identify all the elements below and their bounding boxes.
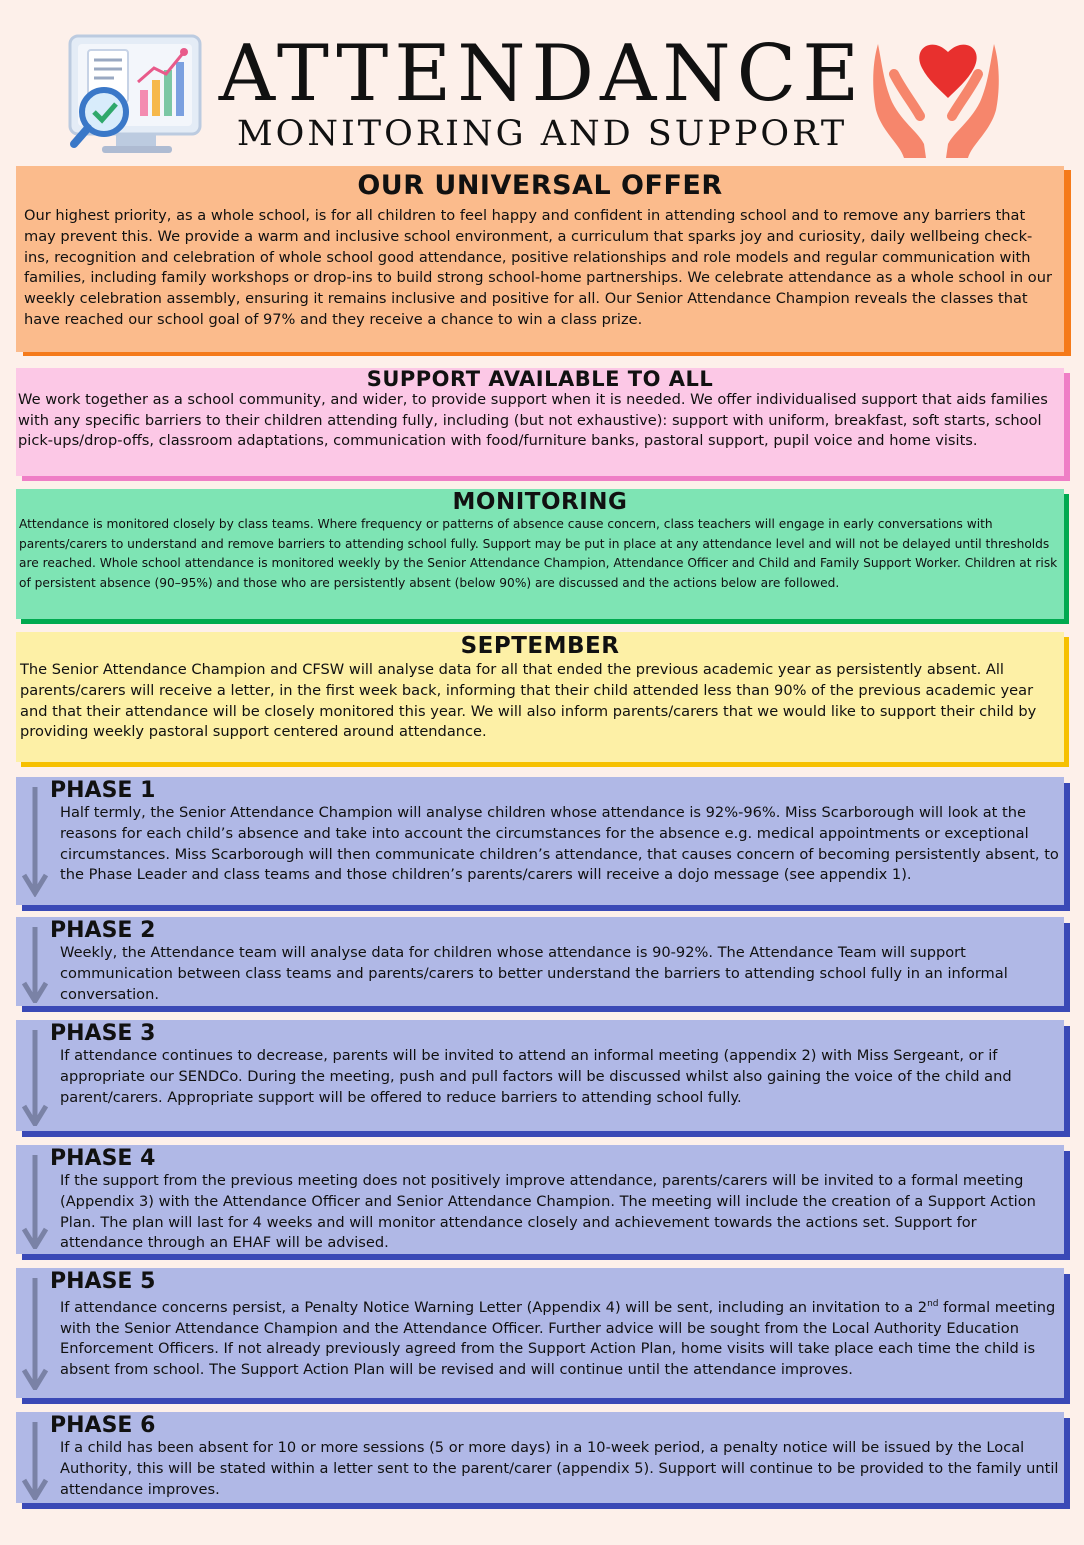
september-text: The Senior Attendance Champion and CFSW will analyse data for all that ended the previous academic year as persistently absent. All parents/carers will receive a letter, in the first week back, informing that their child attended less than 90% of the previous academic year and that their attendance will be closely monitored this year. We will also inform parents/carers that we would like to support their child by providing weekly pastoral support centered around attendance.	[20, 661, 1037, 741]
arrow-down-icon	[22, 787, 48, 897]
universal-offer-section	[16, 166, 1064, 352]
arrow-down-icon	[22, 1155, 48, 1249]
support-available-section	[16, 368, 1064, 476]
page-title: ATTENDANCE	[218, 29, 866, 119]
page-subtitle: MONITORING AND SUPPORT	[236, 114, 848, 154]
phase-1-text: Half termly, the Senior Attendance Champion will analyse children whose attendance is 92%-96%. Miss Scarborough will look at the reasons for each child’s absence and take into account the circumstances for the absence e.g. medical appointments or exceptional circumstances. Miss Scarborough will then communicate children’s attendance, that causes concern of becoming persistently absent, to the Phase Leader and class teams and those children’s parents/carers will receive a dojo message (see appendix 1).	[60, 804, 1059, 884]
support-available-heading: SUPPORT AVAILABLE TO ALL	[366, 367, 714, 391]
phase-3-text: If attendance continues to decrease, parents will be invited to attend an informal meeting (appendix 2) with Miss Sergeant, or if appropriate our SENDCo. During the meeting, push and pull factors will be discussed whilst also gaining the voice of the child and parent/carers. Appropriate support will be offered to reduce barriers to attending school fully.	[60, 1047, 1012, 1106]
september-heading: SEPTEMBER	[460, 633, 620, 659]
phase-6-text: If a child has been absent for 10 or more sessions (5 or more days) in a 10-week period, a penalty notice will be issued by the Local Authority, this will be stated within a letter sent to the parent/carer (appendix 5). Support will continue to be provided to the family until attendance improves.	[60, 1439, 1059, 1498]
universal-offer-heading: OUR UNIVERSAL OFFER	[357, 170, 723, 201]
arrow-down-icon	[22, 1278, 48, 1390]
phase-1-title: PHASE 1	[50, 778, 156, 803]
phase-5-title: PHASE 5	[50, 1269, 156, 1294]
phase-2-section	[16, 917, 1064, 1006]
monitoring-section	[16, 489, 1064, 619]
phase-3-title: PHASE 3	[50, 1021, 156, 1046]
phase-6-title: PHASE 6	[50, 1413, 156, 1438]
phase-5-section	[16, 1268, 1064, 1398]
arrow-down-icon	[22, 1030, 48, 1126]
arrow-down-icon	[22, 927, 48, 1003]
phase-2-title: PHASE 2	[50, 918, 156, 943]
phase-1-section	[16, 777, 1064, 905]
universal-offer-text: Our highest priority, as a whole school, is for all children to feel happy and confident in attending school and to remove any barriers that may prevent this. We provide a warm and inclusive school environment, a curriculum that sparks joy and curiosity, daily wellbeing check-ins, recognition and celebration of whole school good attendance, positive relationships and role models and regular communication with families, including family workshops or drop-ins to build strong school-home partnerships. We celebrate attendance as a whole school in our weekly celebration assembly, ensuring it remains inclusive and positive for all. Our Senior Attendance Champion reveals the classes that have reached our school goal of 97% and they receive a chance to win a class prize.	[24, 207, 1052, 328]
phase-5-text: If attendance concerns persist, a Penalty Notice Warning Letter (Appendix 4) will be sent, including an invitation to a 2nd formal meeting with the Senior Attendance Champion and the Attendance Officer. Further advice will be sought from the Local Authority Education Enforcement Officers. If not already previously agreed from the Support Action Plan, home visits will take place each time the child is absent from school. The Support Action Plan will be revised and will continue until the attendance improves.	[60, 1298, 1056, 1379]
arrow-down-icon	[22, 1422, 48, 1500]
hands-heart-icon	[868, 34, 1004, 160]
phase-2-text: Weekly, the Attendance team will analyse data for children whose attendance is 90-92%. The Attendance Team will support communication between class teams and parents/carers to better understand the barriers to attending school fully in an informal conversation.	[60, 944, 1008, 1003]
phase-3-section	[16, 1020, 1064, 1131]
support-available-text: We work together as a school community, and wider, to provide support when it is needed. We offer individualised support that aids families with any specific barriers to their children attending fully, including (but not exhaustive): support with uniform, breakfast, soft starts, school pick-ups/drop-offs, classroom adaptations, communication with food/furniture banks, pastoral support, pupil voice and home visits.	[18, 391, 1048, 449]
monitoring-text: Attendance is monitored closely by class teams. Where frequency or patterns of absence cause concern, class teachers will engage in early conversations with parents/carers to understand and remove barriers to attending school fully. Support may be put in place at any attendance level and will not be delayed until thresholds are reached. Whole school attendance is monitored weekly by the Senior Attendance Champion, Attendance Officer and Child and Family Support Worker. Children at risk of persistent absence (90–95%) and those who are persistently absent (below 90%) are discussed and the actions below are followed.	[19, 517, 1058, 590]
page-header	[0, 0, 1084, 165]
phase-4-section	[16, 1145, 1064, 1254]
phase-6-section	[16, 1412, 1064, 1503]
monitoring-heading: MONITORING	[452, 489, 628, 515]
september-section	[16, 632, 1064, 762]
phase-4-title: PHASE 4	[50, 1146, 156, 1171]
phase-4-text: If the support from the previous meeting does not positively improve attendance, parents/carers will be invited to a formal meeting (Appendix 3) with the Attendance Officer and Senior Attendance Champion. The meeting will include the creation of a Support Action Plan. The plan will last for 4 weeks and will monitor attendance closely and achievement towards the actions set. Support for attendance through an EHAF will be advised.	[60, 1172, 1036, 1252]
